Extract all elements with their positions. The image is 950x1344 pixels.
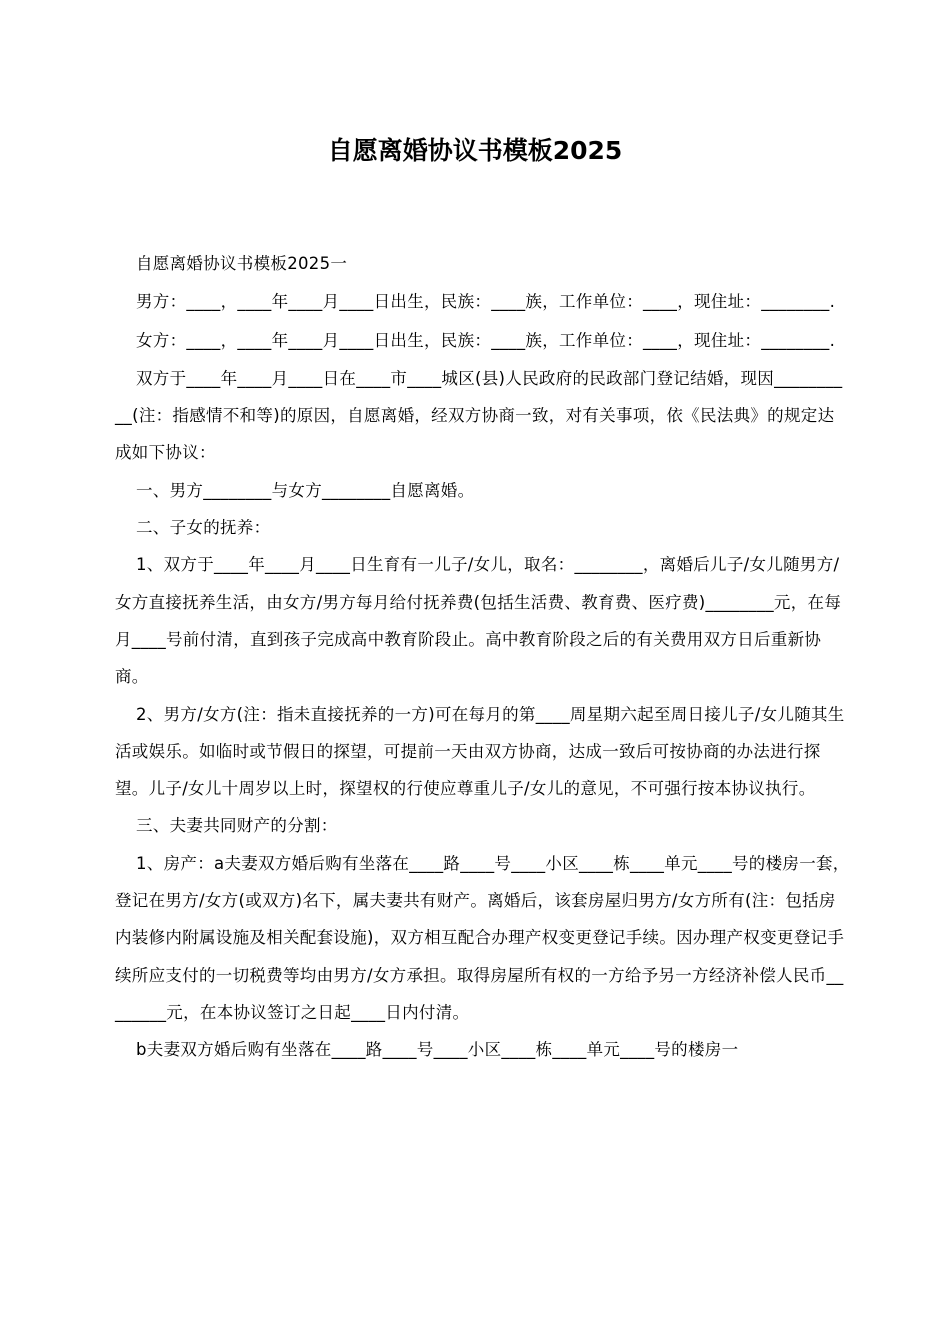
paragraph-female-party: 女方：____，____年____月____日出生，民族：____族，工作单位：____，现住址：________.	[136, 330, 836, 350]
paragraph-marriage-info: 双方于____年____月____日在____市____城区(县)人民政府的民政部门登记结婚，现因__________(注：指感情不和等)的原因，自愿离婚，经双方协商一致，对有关事项，依《民法典》的规定达成如下协议：	[115, 368, 843, 463]
subtitle-paragraph: 自愿离婚协议书模板2025一	[136, 254, 348, 273]
paragraph-clause-3-heading: 三、夫妻共同财产的分割：	[136, 816, 338, 836]
paragraph-male-party: 男方：____，____年____月____日出生，民族：____族，工作单位：____，现住址：________.	[136, 292, 836, 312]
paragraph-clause-2-heading: 二、子女的抚养：	[136, 518, 271, 538]
paragraph-property-house-b: b夫妻双方婚后购有坐落在____路____号____小区____栋____单元____号的楼房一	[136, 1040, 739, 1060]
document-body	[115, 245, 850, 1069]
paragraph-visitation: 2、男方/女方(注：指未直接抚养的一方)可在每月的第____周星期六起至周日接儿子/女儿随其生活或娱乐。如临时或节假日的探望，可提前一天由双方协商，达成一致后可按协商的办法进行探望。儿子/女儿十周岁以上时，探望权的行使应尊重儿子/女儿的意见，不可强行按本协议执行。	[115, 704, 845, 799]
paragraph-property-house-a: 1、房产：a夫妻双方婚后购有坐落在____路____号____小区____栋____单元____号的楼房一套，登记在男方/女方(或双方)名下，属夫妻共有财产。离婚后，该套房屋归男方/女方所有(注：包括房内装修内附属设施及相关配套设施)，双方相互配合办理产权变更登记手续。因办理产权变更登记手续所应支付的一切税费等均由男方/女方承担。取得房屋所有权的一方给予另一方经济补偿人民币________元，在本协议签订之日起____日内付清。	[115, 853, 850, 1022]
paragraph-clause-1: 一、男方________与女方________自愿离婚。	[136, 480, 475, 500]
paragraph-child-custody: 1、双方于____年____月____日生育有一儿子/女儿，取名：________，离婚后儿子/女儿随男方/女方直接抚养生活，由女方/男方每月给付抚养费(包括生活费、教育费、医疗费)________元，在每月____号前付清，直到孩子完成高中教育阶段止。高中教育阶段之后的有关费用双方日后重新协商。	[115, 555, 842, 687]
document-title: 自愿离婚协议书模板2025	[327, 136, 623, 165]
